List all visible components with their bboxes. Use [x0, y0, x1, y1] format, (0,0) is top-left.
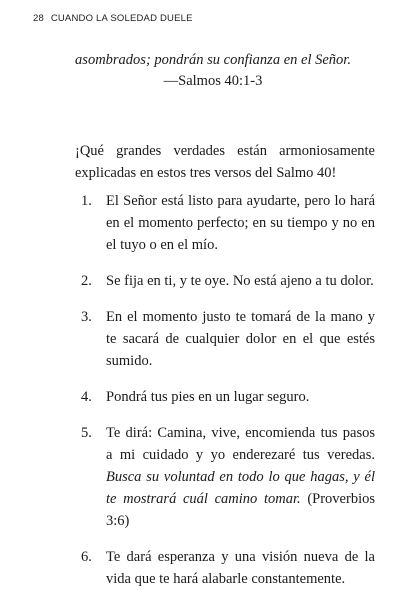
list-item-number: 4.: [81, 389, 92, 405]
book-title: CUANDO LA SOLEDAD DUELE: [50, 13, 193, 24]
list-item: [81, 386, 375, 408]
list-item: [81, 190, 375, 256]
quote-reference: —Salmos 40:1-3: [163, 73, 263, 89]
list-item-italic-text: Busca su voluntad en todo lo que hagas, y él te mostrará cuál camino tomar.: [106, 469, 375, 507]
list-item: [81, 306, 375, 372]
list-item: [81, 270, 375, 292]
scripture-quote: [0, 50, 412, 92]
list-item-text: Se fija en ti, y te oye. No está ajeno a tu dolor.: [106, 273, 374, 289]
page-number: 28: [33, 13, 44, 24]
list-item: [81, 546, 375, 590]
list-item-text: El Señor está listo para ayudarte, pero lo hará en el momento perfecto; en su tiempo y no en el tuyo o en el mío.: [106, 193, 375, 253]
list-item-text: Te dirá: Camina, vive, encomienda tus pasos a mi cuidado y yo enderezaré tus veredas.: [106, 425, 375, 463]
list-item-number: 3.: [81, 309, 92, 325]
list-item-text: Pondrá tus pies en un lugar seguro.: [106, 389, 310, 405]
list-item: [81, 422, 375, 532]
list-item-number: 6.: [81, 549, 92, 565]
list-item-reference: (Proverbios 3:6): [106, 491, 375, 529]
intro-paragraph: ¡Qué grandes verdades están armoniosamente explicadas en estos tres versos del Salmo 40!: [75, 143, 375, 181]
list-item-number: 5.: [81, 425, 92, 441]
numbered-list: [81, 190, 375, 590]
quote-text: asombrados; pondrán su confianza en el Señor.: [75, 52, 351, 68]
list-item-number: 1.: [81, 193, 92, 209]
list-item-text: Te dará esperanza y una visión nueva de la vida que te hará alabarle constantemente.: [106, 549, 375, 587]
running-head: [33, 13, 193, 24]
list-item-text: En el momento justo te tomará de la mano y te sacará de cualquier dolor en el que estés sumido.: [106, 309, 375, 369]
list-item-number: 2.: [81, 273, 92, 289]
